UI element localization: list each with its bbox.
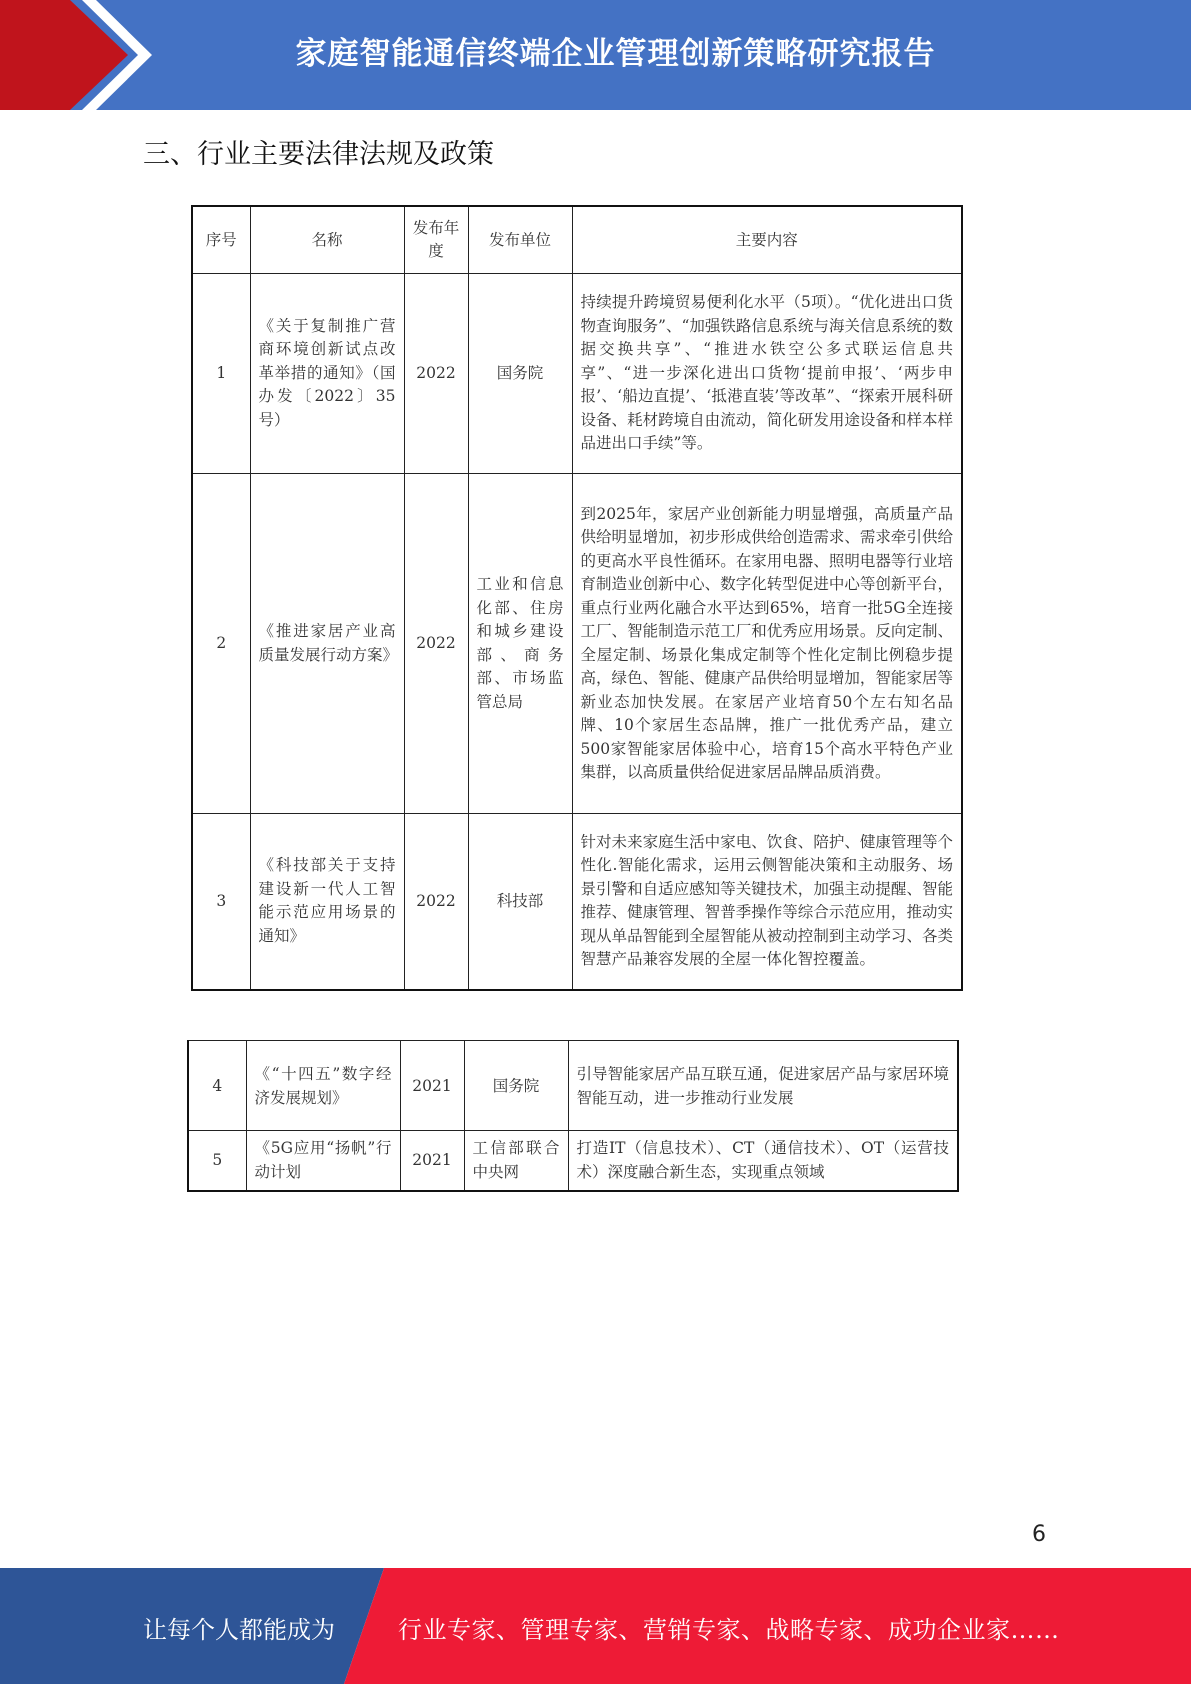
- row-issuer: 工业和信息化部、住房和城乡建设部、商务部、市场监管总局: [468, 474, 572, 814]
- row-name: 《“十四五”数字经济发展规划》: [246, 1041, 400, 1131]
- row-year: 2021: [400, 1131, 464, 1191]
- table-row: [192, 814, 962, 990]
- policy-table-continued: [187, 1040, 959, 1192]
- row-name: 《5G应用“扬帆”行动计划: [246, 1131, 400, 1191]
- report-title: 家庭智能通信终端企业管理创新策略研究报告: [295, 36, 936, 72]
- row-year: 2022: [404, 274, 468, 474]
- row-year: 2021: [400, 1041, 464, 1131]
- row-content: 持续提升跨境贸易便利化水平（5项）。“优化进出口货物查询服务”、“加强铁路信息系统与海关信息系统的数据交换共享”、“推进水铁空公多式联运信息共享”、“进一步深化进出口货物‘提前申报’、‘两步申报’、‘船边直提’、‘抵港直装’等改革”、“探索开展科研设备、耗材跨境自由流动，简化研发用途设备和样本样品进出口手续”等。: [572, 274, 962, 474]
- section-heading: 三、行业主要法律法规及政策: [143, 139, 494, 170]
- row-no: 3: [192, 814, 250, 990]
- policy-table: [191, 205, 963, 991]
- header-no: 序号: [192, 206, 250, 274]
- row-name: 《推进家居产业高质量发展行动方案》: [250, 474, 404, 814]
- page-header: [0, 0, 1191, 110]
- row-content: 到2025年，家居产业创新能力明显增强，高质量产品供给明显增加，初步形成供给创造需求、需求牵引供给的更高水平良性循环。在家用电器、照明电器等行业培育制造业创新中心、数字化转型促进中心等创新平台，重点行业两化融合水平达到65%，培育一批5G全连接工厂、智能制造示范工厂和优秀应用场景。反向定制、全屋定制、场景化集成定制等个性化定制比例稳步提高，绿色、智能、健康产品供给明显增加，智能家居等新业态加快发展。在家居产业培育50个左右知名品牌、10个家居生态品牌，推广一批优秀产品，建立500家智能家居体验中心，培育15个高水平特色产业集群，以高质量供给促进家居品牌品质消费。: [572, 474, 962, 814]
- row-content: 引导智能家居产品互联互通，促进家居产品与家居环境智能互动，进一步推动行业发展: [568, 1041, 958, 1131]
- row-no: 1: [192, 274, 250, 474]
- header-year: 发布年度: [404, 206, 468, 274]
- row-no: 5: [188, 1131, 246, 1191]
- header-content: 主要内容: [572, 206, 962, 274]
- footer-slogan-right: 行业专家、管理专家、营销专家、战略专家、成功企业家……: [398, 1616, 1060, 1644]
- row-name: 《科技部关于支持建设新一代人工智能示范应用场景的通知》: [250, 814, 404, 990]
- header-issuer: 发布单位: [468, 206, 572, 274]
- row-issuer: 工信部联合中央网: [464, 1131, 568, 1191]
- page-number: 6: [1032, 1522, 1046, 1547]
- row-year: 2022: [404, 474, 468, 814]
- row-no: 2: [192, 474, 250, 814]
- table-header-row: [192, 206, 962, 274]
- row-content: 打造IT（信息技术）、CT（通信技术）、OT（运营技术）深度融合新生态，实现重点领域: [568, 1131, 958, 1191]
- row-name: 《关于复制推广营商环境创新试点改革举措的通知》（国办发〔2022〕35号）: [250, 274, 404, 474]
- table-row: [192, 474, 962, 814]
- row-year: 2022: [404, 814, 468, 990]
- row-issuer: 国务院: [468, 274, 572, 474]
- page-footer: [0, 1568, 1191, 1684]
- row-no: 4: [188, 1041, 246, 1131]
- row-issuer: 科技部: [468, 814, 572, 990]
- row-content: 针对未来家庭生活中家电、饮食、陪护、健康管理等个性化.智能化需求，运用云侧智能决策和主动服务、场景引警和自适应感知等关键技术，加强主动提醒、智能推荐、健康管理、智普季操作等综合示范应用，推动实现从单品智能到全屋智能从被动控制到主动学习、各类智慧产品兼容发展的全屋一体化智控覆盖。: [572, 814, 962, 990]
- row-issuer: 国务院: [464, 1041, 568, 1131]
- footer-slogan-left: 让每个人都能成为: [143, 1616, 335, 1644]
- table-row: [188, 1041, 958, 1131]
- table-row: [192, 274, 962, 474]
- table-row: [188, 1131, 958, 1191]
- header-name: 名称: [250, 206, 404, 274]
